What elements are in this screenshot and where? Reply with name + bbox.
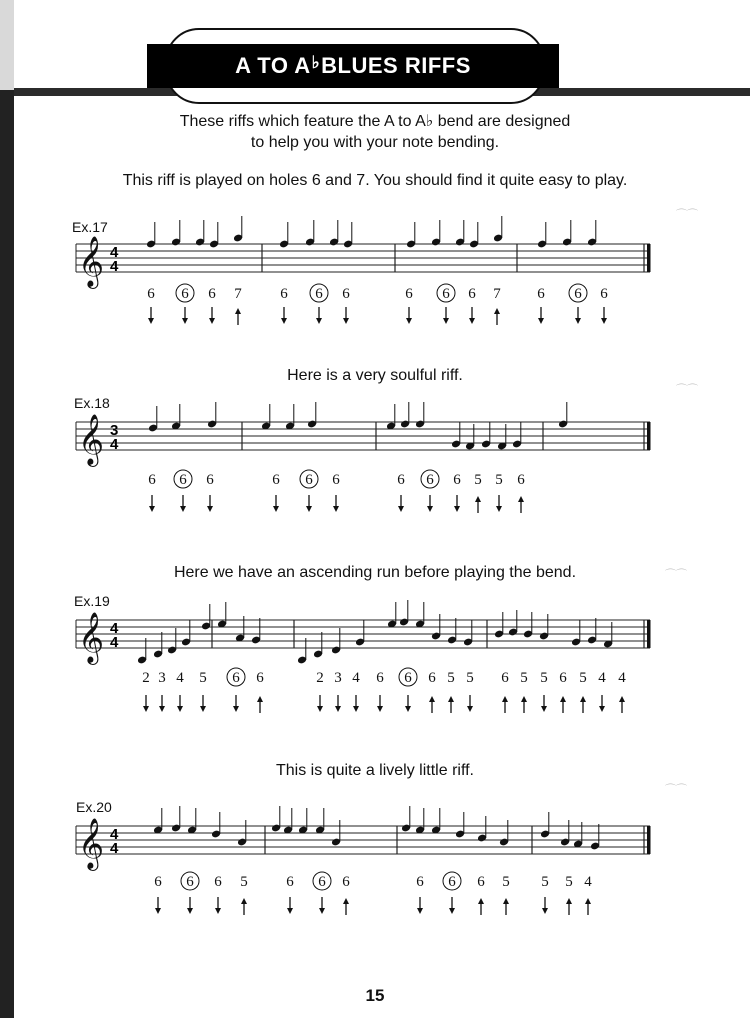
hole-number: 4 (618, 670, 626, 686)
treble-clef-icon: 𝄞 (78, 414, 105, 465)
draw-arrow-head (443, 318, 449, 324)
hole-number: 6 (208, 286, 216, 302)
hole-number: 6 (448, 874, 456, 890)
hole-number: 6 (315, 286, 323, 302)
hole-number: 6 (318, 874, 326, 890)
hole-number: 6 (428, 670, 436, 686)
draw-arrow-head (215, 908, 221, 914)
title-part1: A TO A (235, 53, 311, 78)
hole-number: 6 (468, 286, 476, 302)
draw-arrow-head (149, 506, 155, 512)
hole-number: 6 (453, 472, 461, 488)
draw-arrow-head (406, 318, 412, 324)
blow-arrow-head (518, 496, 524, 502)
intro-line-3: This riff is played on holes 6 and 7. You should find it quite easy to play. (122, 172, 628, 189)
hole-number: 3 (158, 670, 166, 686)
music-staff-ex18 (0, 410, 750, 520)
draw-arrow-head (209, 318, 215, 324)
hole-number: 3 (334, 670, 342, 686)
draw-arrow-head (575, 318, 581, 324)
treble-clef-icon: 𝄞 (78, 612, 105, 663)
time-signature-bottom: 4 (110, 436, 119, 453)
blow-arrow-head (560, 696, 566, 702)
hole-number: 6 (404, 670, 412, 686)
draw-arrow-head (233, 706, 239, 712)
blow-arrow-head (580, 696, 586, 702)
hole-number: 6 (342, 286, 350, 302)
draw-arrow-head (496, 506, 502, 512)
hole-number: 6 (426, 472, 434, 488)
hole-number: 2 (142, 670, 150, 686)
hole-number: 5 (474, 472, 482, 488)
hole-number: 6 (179, 472, 187, 488)
intro-line-2: to help you with your note bending. (250, 134, 500, 151)
hole-number: 6 (405, 286, 413, 302)
example-label-18: Ex.18 (74, 395, 110, 411)
blow-arrow-head (235, 308, 241, 314)
draw-arrow-head (449, 908, 455, 914)
hole-number: 5 (502, 874, 510, 890)
draw-arrow-head (454, 506, 460, 512)
intro-line-1: These riffs which feature the A to A♭ bend are designed (179, 113, 571, 130)
draw-arrow-head (601, 318, 607, 324)
draw-arrow-head (542, 908, 548, 914)
draw-arrow-head (182, 318, 188, 324)
blow-arrow-head (585, 898, 591, 904)
treble-clef-icon: 𝄞 (78, 236, 105, 287)
hole-number: 4 (584, 874, 592, 890)
hole-number: 6 (256, 670, 264, 686)
draw-arrow-head (343, 318, 349, 324)
blow-arrow-head (475, 496, 481, 502)
time-signature-top: 4 (110, 826, 119, 843)
hole-number: 6 (600, 286, 608, 302)
draw-arrow-head (319, 908, 325, 914)
hole-number: 6 (416, 874, 424, 890)
music-staff-ex20 (0, 814, 750, 924)
draw-arrow-head (541, 706, 547, 712)
final-barline-thick (647, 826, 651, 854)
hole-number: 6 (305, 472, 313, 488)
hole-number: 6 (376, 670, 384, 686)
final-barline-thick (647, 620, 651, 648)
draw-arrow-head (187, 908, 193, 914)
final-barline-thick (647, 244, 651, 272)
hole-number: 6 (559, 670, 567, 686)
blow-arrow-head (478, 898, 484, 904)
draw-arrow-head (427, 506, 433, 512)
draw-arrow-head (335, 706, 341, 712)
hole-number: 6 (442, 286, 450, 302)
hole-number: 5 (541, 874, 549, 890)
caption-ex20: This is quite a lively little riff. (276, 762, 474, 779)
final-barline-thick (647, 422, 651, 450)
caption-ex18: Here is a very soulful riff. (287, 367, 463, 384)
blow-arrow-head (257, 696, 263, 702)
hole-number: 6 (214, 874, 222, 890)
pencil-mark: ⌒⌒ (676, 209, 698, 221)
draw-arrow-head (398, 506, 404, 512)
hole-number: 6 (272, 472, 280, 488)
blow-arrow-head (521, 696, 527, 702)
draw-arrow-head (200, 706, 206, 712)
draw-arrow-head (180, 506, 186, 512)
time-signature-top: 4 (110, 620, 119, 637)
time-signature-bottom: 4 (110, 258, 119, 275)
draw-arrow-head (155, 908, 161, 914)
hole-number: 6 (186, 874, 194, 890)
draw-arrow-head (417, 908, 423, 914)
hole-number: 6 (232, 670, 240, 686)
draw-arrow-head (333, 506, 339, 512)
hole-number: 6 (280, 286, 288, 302)
hole-number: 7 (493, 286, 501, 302)
pencil-mark: ⌒⌒ (665, 569, 687, 581)
hole-number: 6 (147, 286, 155, 302)
draw-arrow-head (273, 506, 279, 512)
draw-arrow-head (148, 318, 154, 324)
hole-number: 6 (148, 472, 156, 488)
hole-number: 5 (495, 472, 503, 488)
draw-arrow-head (316, 318, 322, 324)
hole-number: 6 (574, 286, 582, 302)
draw-arrow-head (281, 318, 287, 324)
hole-number: 5 (199, 670, 207, 686)
hole-number: 4 (598, 670, 606, 686)
draw-arrow-head (159, 706, 165, 712)
draw-arrow-head (353, 706, 359, 712)
blow-arrow-head (429, 696, 435, 702)
draw-arrow-head (177, 706, 183, 712)
blow-arrow-head (241, 898, 247, 904)
blow-arrow-head (566, 898, 572, 904)
page-number: 15 (365, 986, 385, 1005)
draw-arrow-head (377, 706, 383, 712)
hole-number: 6 (181, 286, 189, 302)
hole-number: 6 (501, 670, 509, 686)
hole-number: 6 (206, 472, 214, 488)
music-staff-ex19 (0, 608, 750, 718)
hole-number: 2 (316, 670, 324, 686)
page-title (147, 44, 559, 88)
blow-arrow-head (343, 898, 349, 904)
draw-arrow-head (287, 908, 293, 914)
blow-arrow-head (502, 696, 508, 702)
hole-number: 6 (397, 472, 405, 488)
example-label-19: Ex.19 (74, 593, 110, 609)
hole-number: 7 (234, 286, 242, 302)
blow-arrow-head (619, 696, 625, 702)
pencil-mark: ⌒⌒ (676, 384, 698, 396)
caption-ex19: Here we have an ascending run before playing the bend. (173, 564, 577, 581)
blow-arrow-head (448, 696, 454, 702)
draw-arrow-head (317, 706, 323, 712)
hole-number: 6 (517, 472, 525, 488)
hole-number: 6 (332, 472, 340, 488)
hole-number: 5 (240, 874, 248, 890)
draw-arrow-head (143, 706, 149, 712)
time-signature-top: 4 (110, 244, 119, 261)
hole-number: 5 (565, 874, 573, 890)
hole-number: 5 (466, 670, 474, 686)
draw-arrow-head (538, 318, 544, 324)
music-staff-ex17 (0, 236, 750, 336)
example-label-17: Ex.17 (72, 219, 108, 235)
hole-number: 5 (520, 670, 528, 686)
hole-number: 6 (537, 286, 545, 302)
hole-number: 6 (342, 874, 350, 890)
hole-number: 6 (286, 874, 294, 890)
draw-arrow-head (469, 318, 475, 324)
hole-number: 5 (447, 670, 455, 686)
hole-number: 6 (154, 874, 162, 890)
example-label-20: Ex.20 (76, 799, 112, 815)
hole-number: 6 (477, 874, 485, 890)
hole-number: 4 (352, 670, 360, 686)
title-flat-sign: ♭ (311, 53, 321, 72)
draw-arrow-head (207, 506, 213, 512)
time-signature-top: 3 (110, 422, 119, 439)
draw-arrow-head (467, 706, 473, 712)
treble-clef-icon: 𝄞 (78, 818, 105, 869)
blow-arrow-head (494, 308, 500, 314)
pencil-mark: ⌒⌒ (665, 784, 687, 796)
draw-arrow-head (405, 706, 411, 712)
time-signature-bottom: 4 (110, 840, 119, 857)
draw-arrow-head (306, 506, 312, 512)
title-part2: BLUES RIFFS (321, 53, 471, 78)
hole-number: 4 (176, 670, 184, 686)
hole-number: 5 (540, 670, 548, 686)
blow-arrow-head (503, 898, 509, 904)
time-signature-bottom: 4 (110, 634, 119, 651)
hole-number: 5 (579, 670, 587, 686)
draw-arrow-head (599, 706, 605, 712)
